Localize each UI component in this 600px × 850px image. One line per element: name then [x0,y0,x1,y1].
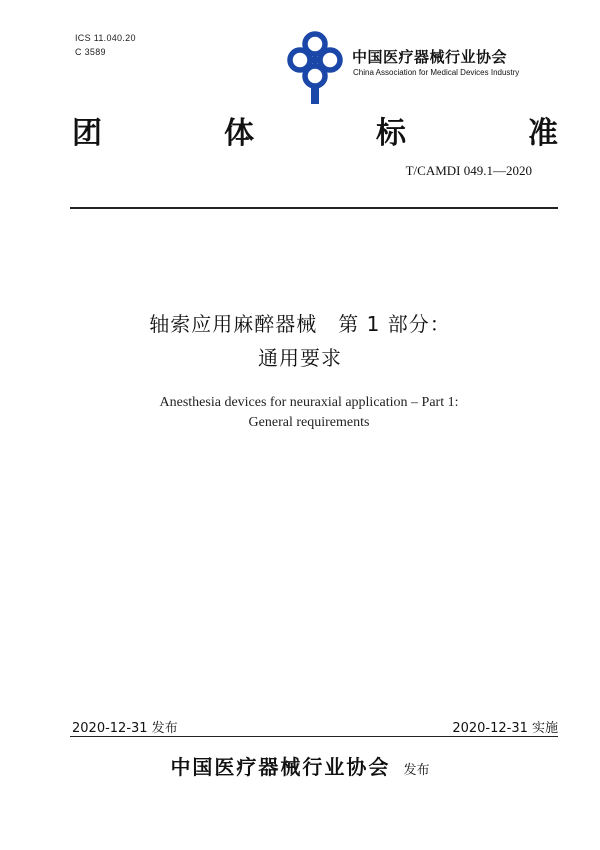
implementation-date: 2020-12-31 实施 [452,721,558,736]
standard-type-char: 标 [376,116,406,151]
ccs-code: C 3589 [75,47,106,57]
organization-name-cn: 中国医疗器械行业协会 [352,48,508,66]
title-cn-line2: 通用要求 [258,346,342,370]
title-cn-line1: 轴索应用麻醉器械 第 1 部分： [149,312,451,336]
title-en-line1: Anesthesia devices for neuraxial application – Part 1: [159,395,459,410]
standard-type-char: 团 [72,116,102,151]
publisher-line [0,751,600,780]
footer-divider [70,736,558,737]
header-divider [70,207,558,209]
title-en-line2: General requirements [248,415,370,430]
issue-date: 2020-12-31 发布 [72,721,178,736]
camdi-logo-icon [284,28,346,106]
standard-type-char: 体 [224,116,254,151]
publisher-name: 中国医疗器械行业协会 [170,755,391,779]
ics-code: ICS 11.040.20 [75,33,136,43]
standard-type-heading [72,108,558,152]
organization-name-en: China Association for Medical Devices Industry [353,68,520,77]
standard-type-char: 准 [528,116,558,151]
standard-code: T/CAMDI 049.1—2020 [405,163,532,178]
publisher-action: 发布 [403,763,430,778]
